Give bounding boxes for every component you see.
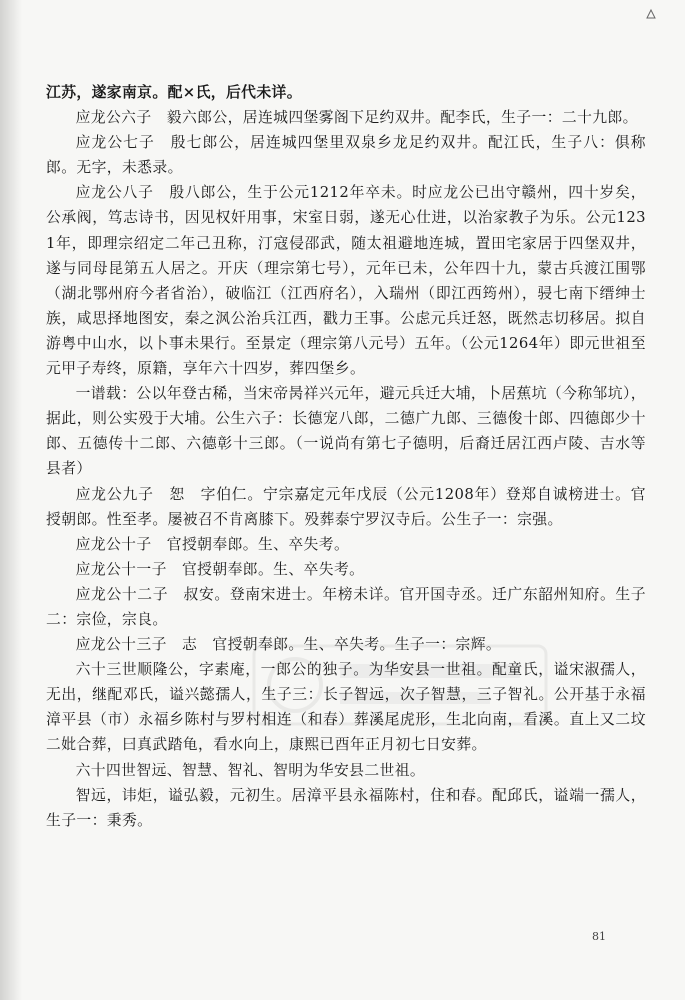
book-spine-shadow [0, 0, 22, 1000]
corner-mark-icon [645, 8, 657, 20]
paragraph: 应龙公十一子 官授朝奉郎。生、卒失考。 [75, 560, 365, 578]
paragraph: 应龙公七子 殷七郎公，居连城四堡里双泉乡龙足约双井。配江氏，生子八：俱称郎。无字，未悉录。 [46, 134, 646, 177]
paragraph: 应龙公八子 殷八郎公，生于公元1212年卒未。时应龙公已出守赣州，四十岁矣，公承阀，笃志诗书，因见权奸用事，宋室日弱，遂无心仕进，以治家教子为乐。公元1231年，即理宗绍定二年己丑称，汀寇侵邵武，随太祖避地连城，置田宅家居于四堡双井，遂与同母昆第五人居之。开庆（理宗第七号），元年已未，公年四十九，蒙古兵渡江围鄂（湖北鄂州府今者省治），破临江（江西府名），入瑞州（即江西筠州），骎七南下缙绅士族，咸思择地图安，秦之沨公治兵江西，戳力王事。公虑元兵迁怒，既然志切移居。拟自游粤中山水，以卜事未果行。至景定（理宗第八元号）五年。（公元1264年）即元世祖至元甲子寿终，原籍，享年六十四岁，葬四堡乡。 [46, 184, 646, 378]
body-text [46, 80, 646, 950]
paragraph: 应龙公十二子 叔安。登南宋进士。年榜未详。官开国寺丞。迁广东韶州知府。生子二：宗俭，宗良。 [46, 585, 646, 628]
paragraph: 一谱载：公以年登古稀，当宋帝昺祥兴元年，避元兵迁大埔，卜居蕉坑（今称邹坑），据此，则公实殁于大埔。公生六子：长德宠八郎，二德广九郎、三德俊十郎、四德郎少十郎、五德传十二郎、六德彰十三郎。（一说尚有第七子德明，后裔迁居江西卢陵、吉水等县者） [46, 385, 646, 478]
paragraph: 六十四世智远、智慧、智礼、智明为华安县二世祖。 [75, 761, 426, 779]
paragraph: 应龙公九子 恕 字伯仁。宁宗嘉定元年戊辰（公元1208年）登郑自诚榜进士。官授朝郎。性至孝。屡被召不肯离膝下。殁葬泰宁罗汉寺后。公生子一：宗强。 [46, 485, 646, 528]
paragraph: 智远，讳炬，谥弘毅，元初生。居漳平县永福陈村，住和春。配邱氏，谥端一孺人，生子一：秉秀。 [46, 786, 646, 829]
paragraph: 江苏，遂家南京。配×氏，后代未详。 [46, 84, 302, 101]
paragraph: 应龙公六子 毅六郎公，居连城四堡雾阁下足约双井。配李氏，生子一：二十九郎。 [75, 109, 638, 127]
paragraph: 应龙公十子 官授朝奉郎。生、卒失考。 [75, 535, 350, 553]
paragraph: 应龙公十三子 志 官授朝奉郎。生、卒失考。生子一：宗辉。 [75, 636, 502, 654]
page-number: 81 [592, 930, 606, 943]
paragraph: 六十三世顺隆公，字素庵，一郎公的独子。为华安县一世祖。配童氏，谥宋淑孺人，无出，继配邓氏，谥兴懿孺人，生子三：长子智远，次子智慧，三子智礼。公开基于永福漳平县（市）永福乡陈村与罗村相连（和春）葬溪尾虎形，生北向南，看溪。直上又二坟二妣合葬，曰真武踏龟，看水向上，康熙已酉年正月初七日安葬。 [46, 661, 646, 754]
